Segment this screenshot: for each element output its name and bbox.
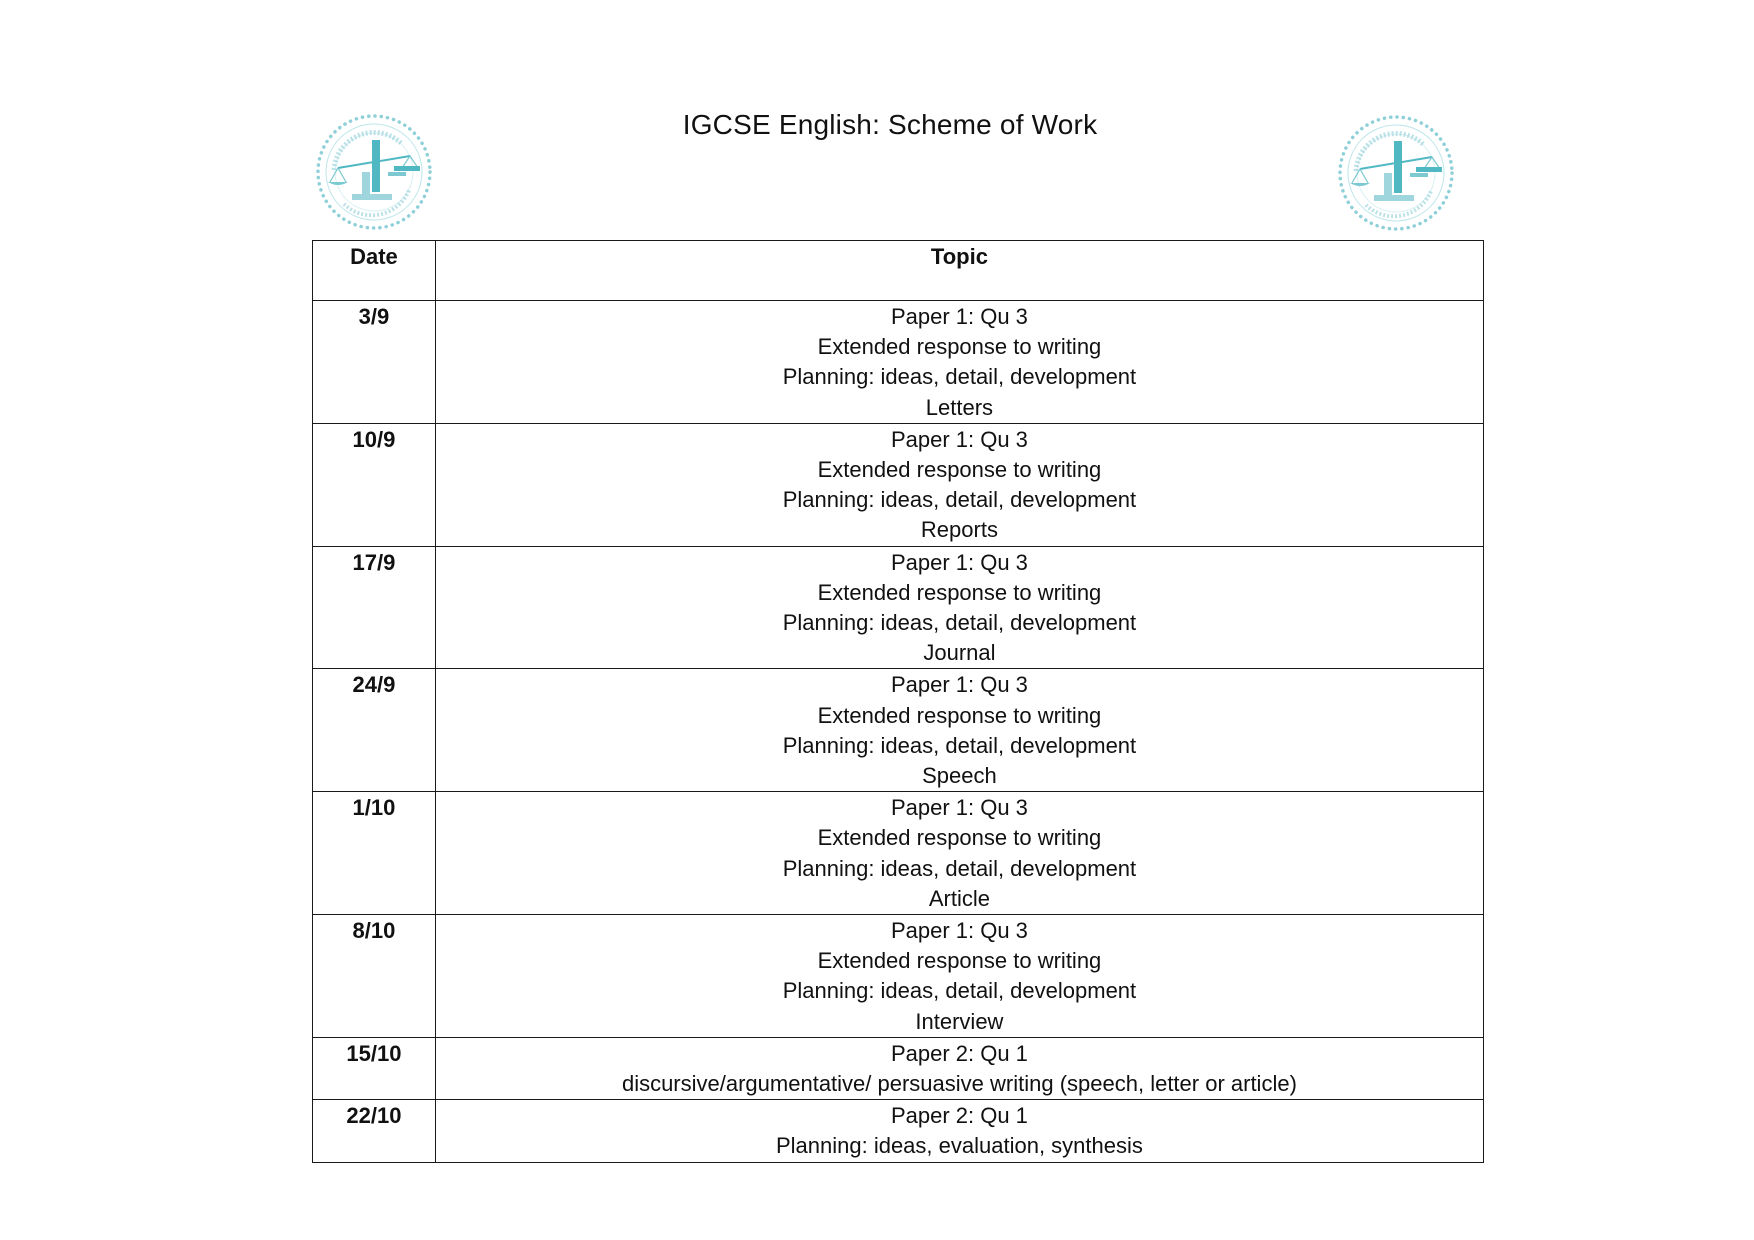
topic-line: Paper 2: Qu 1 — [890, 1103, 1028, 1129]
topic-line: Extended response to writing — [817, 948, 1102, 974]
topic-line: Planning: ideas, detail, development — [782, 610, 1137, 636]
topic-cell — [435, 546, 1483, 669]
column-header-topic: Topic — [435, 241, 1483, 301]
topic-line: discursive/argumentative/ persuasive writing (speech, letter or article) — [621, 1071, 1297, 1097]
topic-cell — [435, 301, 1483, 424]
topic-line: Reports — [920, 517, 998, 543]
topic-line: Planning: ideas, evaluation, synthesis — [775, 1133, 1143, 1159]
topic-line: Paper 1: Qu 3 — [890, 918, 1028, 944]
topic-cell — [435, 669, 1483, 792]
table-row — [313, 1037, 1484, 1099]
table-row — [313, 792, 1484, 915]
date-cell: 8/10 — [313, 915, 436, 1038]
table-row — [313, 669, 1484, 792]
date-cell: 15/10 — [313, 1037, 436, 1099]
table-row — [313, 1100, 1484, 1162]
topic-line: Planning: ideas, detail, development — [782, 487, 1137, 513]
topic-cell — [435, 423, 1483, 546]
topic-line: Paper 1: Qu 3 — [890, 549, 1028, 575]
topic-line: Planning: ideas, detail, development — [782, 855, 1137, 881]
topic-line: Paper 2: Qu 1 — [890, 1040, 1028, 1066]
topic-line: Planning: ideas, detail, development — [782, 364, 1137, 390]
date-cell: 10/9 — [313, 423, 436, 546]
topic-line: Letters — [925, 394, 994, 420]
topic-line: Extended response to writing — [817, 825, 1102, 851]
topic-line: Extended response to writing — [817, 334, 1102, 360]
table-header-row — [313, 241, 1484, 301]
date-cell: 3/9 — [313, 301, 436, 424]
topic-line: Paper 1: Qu 3 — [890, 304, 1028, 329]
topic-line: Speech — [922, 763, 997, 789]
table-row — [313, 546, 1484, 669]
table-row — [313, 301, 1484, 424]
date-cell: 24/9 — [313, 669, 436, 792]
table-row — [313, 915, 1484, 1038]
topic-cell — [435, 915, 1483, 1038]
topic-line: Extended response to writing — [817, 579, 1102, 605]
topic-line: Extended response to writing — [817, 702, 1102, 728]
topic-line: Paper 1: Qu 3 — [890, 672, 1028, 698]
topic-cell — [435, 792, 1483, 915]
topic-line: Article — [928, 885, 990, 911]
topic-cell — [435, 1100, 1483, 1162]
topic-line: Paper 1: Qu 3 — [890, 426, 1028, 452]
topic-line: Paper 1: Qu 3 — [890, 795, 1028, 821]
scheme-of-work-table — [312, 240, 1484, 1163]
column-header-date: Date — [313, 241, 436, 301]
table-row — [313, 423, 1484, 546]
page-title: IGCSE English: Scheme of Work — [682, 109, 1098, 140]
date-cell: 17/9 — [313, 546, 436, 669]
topic-cell — [435, 1037, 1483, 1099]
balance-scale-icon — [1336, 113, 1456, 233]
topic-line: Interview — [915, 1008, 1004, 1034]
topic-line: Planning: ideas, detail, development — [782, 732, 1137, 758]
date-cell: 1/10 — [313, 792, 436, 915]
topic-line: Extended response to writing — [817, 457, 1102, 483]
logo-right — [1336, 113, 1456, 233]
date-cell: 22/10 — [313, 1100, 436, 1162]
topic-line: Planning: ideas, detail, development — [782, 978, 1137, 1004]
topic-line: Journal — [923, 640, 996, 666]
